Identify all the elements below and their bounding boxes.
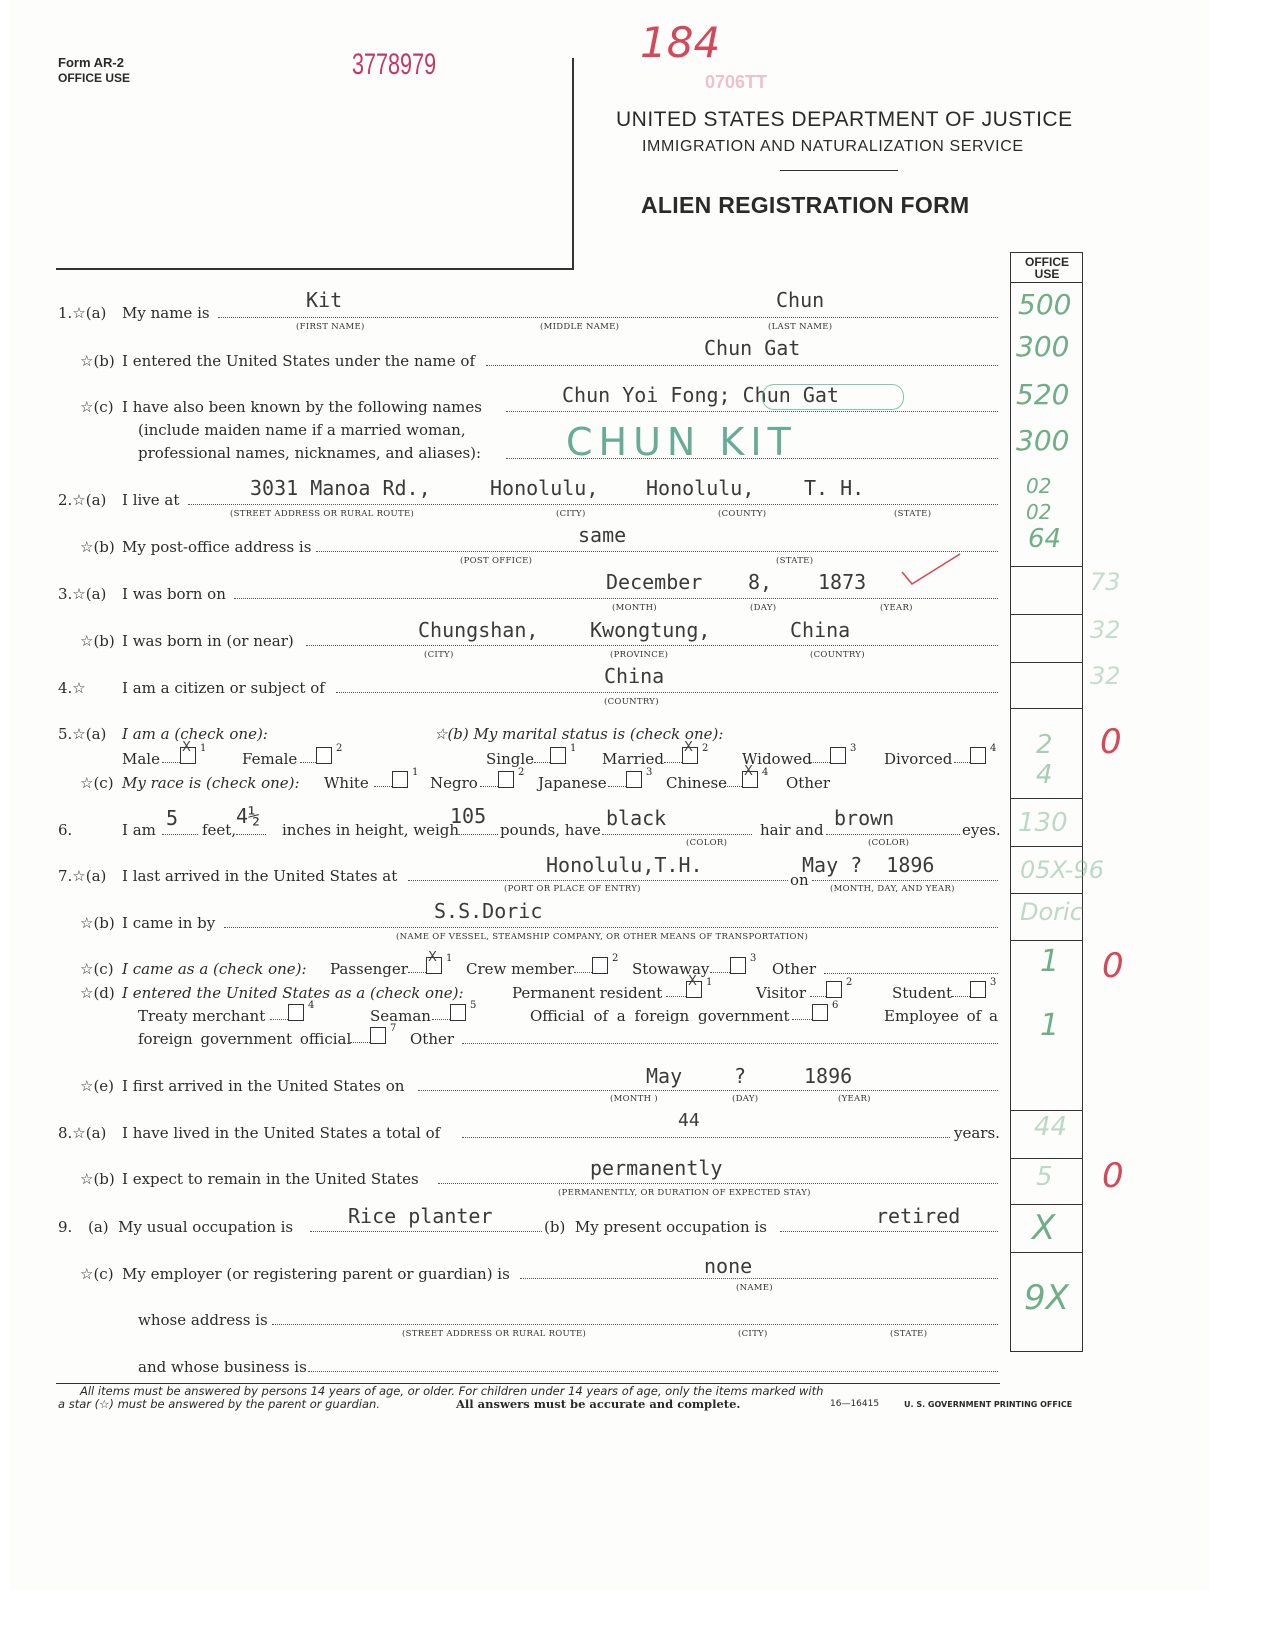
q7b-number: ☆(b) <box>80 914 115 932</box>
single-checkbox[interactable] <box>550 747 566 764</box>
entered-other-line <box>462 1043 998 1044</box>
caption-year-2: (YEAR) <box>838 1094 871 1104</box>
chinese-dots <box>724 786 742 787</box>
sup: 7 <box>390 1023 397 1034</box>
sup: 4 <box>762 767 769 778</box>
single-label: Single <box>486 750 535 768</box>
q7e-line <box>418 1090 998 1091</box>
q5b-label: ☆(b) My marital status is (check one): <box>434 725 724 743</box>
q7e-number: ☆(e) <box>80 1077 115 1095</box>
q7a-line-port <box>408 880 788 881</box>
q7b-line <box>224 927 998 928</box>
q6-inches: inches in height, weigh <box>282 821 460 839</box>
office-code: 2 <box>1036 730 1053 760</box>
visitor-checkbox[interactable] <box>826 981 842 998</box>
caption-permanently: (PERMANENTLY, OR DURATION OF EXPECTED STAY) <box>558 1188 811 1198</box>
q9b-label: (b) My present occupation is <box>544 1218 767 1236</box>
q7a-line-date <box>812 880 998 881</box>
caption-last-name: (LAST NAME) <box>768 322 833 332</box>
caption-color-hair: (COLOR) <box>686 838 728 848</box>
q5a-number: 5.☆(a) <box>58 725 107 743</box>
sup: 5 <box>470 1000 477 1011</box>
sup: 3 <box>990 977 997 988</box>
foreign-official-checkbox[interactable] <box>370 1027 386 1044</box>
female-dots <box>300 762 316 763</box>
widowed-checkbox[interactable] <box>830 747 846 764</box>
caption-port: (PORT OR PLACE OF ENTRY) <box>504 884 641 894</box>
q2b-number: ☆(b) <box>80 538 115 556</box>
q7e-label: I first arrived in the United States on <box>122 1077 405 1095</box>
office-col-sep <box>1010 708 1083 709</box>
whose-address-line <box>272 1324 998 1325</box>
office-code: 300 <box>1016 330 1070 363</box>
whose-address-label: whose address is <box>138 1311 268 1329</box>
caption-country-2: (COUNTRY) <box>604 697 659 707</box>
caption-state-3: (STATE) <box>890 1329 928 1339</box>
answer-years-lived: 44 <box>678 1110 700 1131</box>
visitor-label: Visitor <box>756 984 807 1002</box>
answer-citizen-of: China <box>604 664 665 688</box>
female-checkbox[interactable] <box>316 747 332 764</box>
q6-eyes: eyes. <box>962 821 1001 839</box>
official-dots <box>792 1019 812 1020</box>
caption-city: (CITY) <box>556 509 586 519</box>
q1c-line-1 <box>506 411 998 412</box>
sup: 3 <box>646 767 653 778</box>
crew-label: Crew member <box>466 960 575 978</box>
caption-country: (COUNTRY) <box>810 650 865 660</box>
q3a-line <box>234 598 998 599</box>
japanese-label: Japanese <box>538 774 607 792</box>
white-label: White <box>324 774 369 792</box>
q8b-label: I expect to remain in the United States <box>122 1170 419 1188</box>
answer-first-arrival-month: May <box>646 1064 683 1088</box>
permanent-x-mark: X <box>688 974 697 989</box>
sup: 4 <box>990 743 997 754</box>
answer-arrival-port: Honolulu,T.H. <box>546 853 703 877</box>
permanent-label: Permanent resident <box>512 984 663 1002</box>
red-mark: 0 <box>1102 1156 1124 1196</box>
divorced-label: Divorced <box>884 750 953 768</box>
q7c-number: ☆(c) <box>80 960 114 978</box>
negro-checkbox[interactable] <box>498 771 514 788</box>
widowed-dots <box>810 762 830 763</box>
seaman-checkbox[interactable] <box>450 1004 466 1021</box>
form-id: Form AR-2 <box>58 55 124 70</box>
q8b-line <box>438 1183 998 1184</box>
office-code: 02 <box>1026 500 1052 524</box>
student-dots <box>952 996 970 997</box>
sup: 3 <box>850 743 857 754</box>
seaman-label: Seaman <box>370 1007 431 1025</box>
red-mark: 0 <box>1102 946 1124 986</box>
answer-inches: 4½ <box>236 804 261 828</box>
q1a-line <box>218 317 998 318</box>
office-code: 300 <box>1016 424 1070 457</box>
answer-arrival-date: May ? 1896 <box>802 853 935 877</box>
caption-county: (COUNTY) <box>718 509 767 519</box>
chinese-label: Chinese <box>666 774 728 792</box>
japanese-dots <box>608 786 626 787</box>
hair-line <box>602 834 752 835</box>
answer-alias-handwritten: CHUN KIT <box>566 420 797 464</box>
q4-label: I am a citizen or subject of <box>122 679 325 697</box>
answer-first-name: Kit <box>306 288 343 312</box>
negro-label: Negro <box>430 774 478 792</box>
answer-present-occupation: retired <box>876 1204 961 1228</box>
office-col-sep <box>1010 1252 1083 1253</box>
male-label: Male <box>122 750 160 768</box>
answer-birth-city: Chungshan, <box>418 618 539 642</box>
q1b-line <box>486 365 998 366</box>
caption-month: (MONTH) <box>612 603 657 613</box>
chinese-x-mark: X <box>744 764 753 779</box>
q9a-label: (a) My usual occupation is <box>88 1218 294 1236</box>
footer-printer: U. S. GOVERNMENT PRINTING OFFICE <box>904 1400 1073 1409</box>
stowaway-checkbox[interactable] <box>730 957 746 974</box>
caption-street-2: (STREET ADDRESS OR RURAL ROUTE) <box>402 1329 587 1339</box>
title-divider <box>780 170 898 171</box>
foreign-official-label: foreign government official <box>138 1030 352 1048</box>
footer-note-2: a star (☆) must be answered by the parent or guardian. <box>58 1397 380 1411</box>
q8b-number: ☆(b) <box>80 1170 115 1188</box>
answer-birth-year: 1873 <box>818 570 867 594</box>
treaty-checkbox[interactable] <box>288 1004 304 1021</box>
treaty-dots <box>270 1019 288 1020</box>
feet-line <box>162 834 198 835</box>
caption-month-2: (MONTH ) <box>610 1094 658 1104</box>
answer-birth-country: China <box>790 618 851 642</box>
caption-city-3: (CITY) <box>738 1329 768 1339</box>
q1b-label: I entered the United States under the name of <box>122 352 476 370</box>
office-code: 9X <box>1024 1278 1069 1318</box>
employee-label: Employee of a <box>884 1007 998 1025</box>
q1c-label-3: professional names, nicknames, and aliases): <box>138 444 482 462</box>
q8a-label: I have lived in the United States a total of <box>122 1124 441 1142</box>
q5c-number: ☆(c) <box>80 774 114 792</box>
married-x-mark: X <box>684 740 693 755</box>
came-other-label: Other <box>772 960 817 978</box>
q1c-number: ☆(c) <box>80 398 114 416</box>
caption-mdy: (MONTH, DAY, AND YEAR) <box>830 884 955 894</box>
sup: 4 <box>308 1000 315 1011</box>
office-col-sep <box>1010 1204 1083 1205</box>
caption-vessel: (NAME OF VESSEL, STEAMSHIP COMPANY, OR OTHER MEANS OF TRANSPORTATION) <box>396 932 809 942</box>
sup: 1 <box>446 953 453 964</box>
faint-stamp: 0706TT <box>705 72 768 92</box>
answer-city: Honolulu, <box>490 476 599 500</box>
q1a-label: My name is <box>122 304 210 322</box>
q2b-label: My post-office address is <box>122 538 312 556</box>
answer-county: Honolulu, <box>646 476 755 500</box>
office-code: 520 <box>1016 378 1070 411</box>
q6-feet: feet, <box>202 821 237 839</box>
caption-city-2: (CITY) <box>424 650 454 660</box>
caption-post-office: (POST OFFICE) <box>460 556 533 566</box>
header-box-bottom-line <box>56 268 574 270</box>
q9c-number: ☆(c) <box>80 1265 114 1283</box>
crew-dots <box>574 972 592 973</box>
q6-hair: hair and <box>760 821 824 839</box>
answer-feet: 5 <box>166 806 179 830</box>
q8a-number: 8.☆(a) <box>58 1124 107 1142</box>
office-col-sep <box>1010 662 1083 663</box>
sup: 2 <box>612 953 619 964</box>
answer-hair: black <box>606 806 667 830</box>
q4-number: 4.☆ <box>58 679 86 697</box>
caption-province: (PROVINCE) <box>610 650 669 660</box>
answer-usual-occupation: Rice planter <box>348 1204 493 1228</box>
female-label: Female <box>242 750 298 768</box>
widowed-label: Widowed <box>742 750 812 768</box>
office-code: Doric <box>1020 898 1083 926</box>
bureau-title: IMMIGRATION AND NATURALIZATION SERVICE <box>642 138 1024 155</box>
office-code: 32 <box>1090 662 1121 690</box>
office-code: 73 <box>1090 568 1121 596</box>
seaman-dots <box>432 1019 450 1020</box>
q7d-number: ☆(d) <box>80 984 115 1002</box>
married-dots <box>664 762 682 763</box>
q1c-label-1: I have also been known by the following names <box>122 398 482 416</box>
office-code: 64 <box>1028 524 1062 554</box>
caption-street: (STREET ADDRESS OR RURAL ROUTE) <box>230 509 415 519</box>
office-col-sep <box>1010 798 1083 799</box>
q3b-label: I was born in (or near) <box>122 632 294 650</box>
q1c-label-2: (include maiden name if a married woman, <box>138 421 466 439</box>
caption-day: (DAY) <box>750 603 777 613</box>
office-col-right <box>1082 252 1083 1352</box>
male-dots <box>162 762 180 763</box>
eyes-line <box>826 834 960 835</box>
office-col-sep <box>1010 940 1083 941</box>
q1b-number: ☆(b) <box>80 352 115 370</box>
office-code: 130 <box>1018 808 1068 838</box>
answer-state: T. H. <box>804 476 865 500</box>
visitor-dots <box>810 996 826 997</box>
office-code: 02 <box>1026 474 1052 498</box>
treaty-label: Treaty merchant <box>138 1007 266 1025</box>
stowaway-label: Stowaway <box>632 960 710 978</box>
sup: 1 <box>412 767 419 778</box>
q9-number: 9. <box>58 1218 73 1236</box>
office-col-sep <box>1010 614 1083 615</box>
passenger-x-mark: X <box>428 950 437 965</box>
passenger-label: Passenger <box>330 960 408 978</box>
q9c-line <box>520 1278 998 1279</box>
caption-state: (STATE) <box>894 509 932 519</box>
answer-post-office: same <box>578 523 627 547</box>
caption-day-2: (DAY) <box>732 1094 759 1104</box>
answer-street: 3031 Manoa Rd., <box>250 476 431 500</box>
answer-birth-month: December <box>606 570 703 594</box>
q5a-label: I am a (check one): <box>122 725 268 743</box>
office-code: 1 <box>1040 944 1060 979</box>
caption-year: (YEAR) <box>880 603 913 613</box>
office-col-sep <box>1010 846 1083 847</box>
sup: 3 <box>750 953 757 964</box>
q5c-label: My race is (check one): <box>122 774 300 792</box>
caption-first-name: (FIRST NAME) <box>296 322 365 332</box>
office-col-sep <box>1010 893 1083 894</box>
caption-color-eyes: (COLOR) <box>868 838 910 848</box>
answer-weight: 105 <box>450 804 487 828</box>
q7a-on: on <box>790 871 809 889</box>
answer-entered-name: Chun Gat <box>704 336 801 360</box>
office-col-sep <box>1010 566 1083 567</box>
q7a-number: 7.☆(a) <box>58 867 107 885</box>
student-checkbox[interactable] <box>970 981 986 998</box>
race-other-label: Other <box>786 774 831 792</box>
office-col-header: OFFICE USE <box>1025 255 1069 281</box>
divorced-dots <box>954 762 970 763</box>
q4-line <box>336 692 998 693</box>
permanent-dots <box>666 996 686 997</box>
q9b-line <box>780 1231 998 1232</box>
q9a-line <box>310 1231 542 1232</box>
office-code: 4 <box>1036 760 1053 790</box>
answer-first-arrival-year: 1896 <box>804 1064 853 1088</box>
footer-note-1: All items must be answered by persons 14 years of age, or older. For children under 14 years of age, only the items marked with <box>80 1384 824 1398</box>
sup: 6 <box>832 1000 839 1011</box>
answer-aliases: Chun Yoi Fong; Chun Gat <box>562 383 839 407</box>
q9c-label: My employer (or registering parent or guardian) is <box>122 1265 510 1283</box>
red-mark: 0 <box>1100 722 1122 762</box>
official-checkbox[interactable] <box>812 1004 828 1021</box>
official-label: Official of a foreign government <box>530 1007 790 1025</box>
office-code: 1 <box>1040 1008 1060 1043</box>
office-code: X <box>1032 1208 1056 1248</box>
office-code: 44 <box>1034 1112 1068 1142</box>
inches-line <box>236 834 266 835</box>
footer-note-bold: All answers must be accurate and complete. <box>456 1397 741 1411</box>
office-col-sep <box>1010 1158 1083 1159</box>
office-code: 32 <box>1090 616 1121 644</box>
passenger-dots <box>408 972 426 973</box>
q3b-line <box>306 645 998 646</box>
came-other-line <box>824 973 998 974</box>
male-x-mark: X <box>182 740 191 755</box>
stowaway-dots <box>710 972 730 973</box>
answer-employer: none <box>704 1254 753 1278</box>
student-label: Student <box>892 984 953 1002</box>
q1a-number: 1.☆(a) <box>58 304 107 322</box>
answer-eyes: brown <box>834 806 895 830</box>
q7a-label: I last arrived in the United States at <box>122 867 398 885</box>
sup: 2 <box>336 743 343 754</box>
q6-number: 6. <box>58 821 73 839</box>
whose-business-label: and whose business is <box>138 1358 307 1376</box>
agency-title: UNITED STATES DEPARTMENT OF JUSTICE <box>616 108 1073 131</box>
q3a-label: I was born on <box>122 585 226 603</box>
q2a-label: I live at <box>122 491 180 509</box>
office-code: 500 <box>1018 288 1072 321</box>
q8a-line <box>462 1137 950 1138</box>
form-sheet <box>10 0 1210 1590</box>
office-col-bottom <box>1010 1351 1083 1352</box>
office-col-top <box>1010 252 1083 253</box>
sup: 1 <box>200 743 207 754</box>
office-code: 5 <box>1036 1162 1053 1192</box>
caption-middle-name: (MIDDLE NAME) <box>540 322 620 332</box>
q3a-number: 3.☆(a) <box>58 585 107 603</box>
form-title: ALIEN REGISTRATION FORM <box>641 192 970 218</box>
top-handwritten-number: 184 <box>640 18 721 67</box>
answer-last-name: Chun <box>776 288 825 312</box>
office-use-label: OFFICE USE <box>58 71 131 85</box>
serial-number-stamp: 3778979 <box>352 48 437 81</box>
sup: 2 <box>518 767 525 778</box>
q8a-years: years. <box>954 1124 1000 1142</box>
footer-code: 16—16415 <box>830 1399 880 1409</box>
q6-i-am: I am <box>122 821 156 839</box>
office-code: 05X-96 <box>1020 856 1104 884</box>
q2b-line <box>316 551 998 552</box>
header-box-right-line <box>572 58 574 270</box>
japanese-checkbox[interactable] <box>626 771 642 788</box>
white-checkbox[interactable] <box>392 771 408 788</box>
negro-dots <box>480 786 498 787</box>
weight-line <box>456 834 498 835</box>
alias-circle <box>762 384 904 410</box>
married-label: Married <box>602 750 664 768</box>
caption-state-2: (STATE) <box>776 556 814 566</box>
red-check-icon <box>896 550 966 590</box>
sup: 1 <box>570 743 577 754</box>
sup: 2 <box>846 977 853 988</box>
single-dots <box>534 762 550 763</box>
white-dots <box>374 786 392 787</box>
answer-birth-province: Kwongtung, <box>590 618 711 642</box>
sup: 1 <box>706 977 713 988</box>
answer-first-arrival-day: ? <box>734 1064 747 1088</box>
q7c-label: I came as a (check one): <box>122 960 307 978</box>
entered-other-label: Other <box>410 1030 455 1048</box>
office-col-left <box>1010 252 1011 1352</box>
q6-pounds: pounds, have <box>500 821 601 839</box>
whose-business-line <box>308 1371 998 1372</box>
q7d-label: I entered the United States as a (check one): <box>122 984 464 1002</box>
office-col-sep <box>1010 1110 1083 1111</box>
q7b-label: I came in by <box>122 914 216 932</box>
answer-vessel: S.S.Doric <box>434 899 543 923</box>
divorced-checkbox[interactable] <box>970 747 986 764</box>
q2a-line <box>188 504 998 505</box>
q3b-number: ☆(b) <box>80 632 115 650</box>
q2a-number: 2.☆(a) <box>58 491 107 509</box>
sup: 2 <box>702 743 709 754</box>
caption-name: (NAME) <box>736 1283 773 1293</box>
answer-expected-stay: permanently <box>590 1156 723 1180</box>
foreign-official-dots <box>350 1042 370 1043</box>
crew-checkbox[interactable] <box>592 957 608 974</box>
office-col-sep <box>1010 282 1083 283</box>
answer-birth-day: 8, <box>748 570 773 594</box>
